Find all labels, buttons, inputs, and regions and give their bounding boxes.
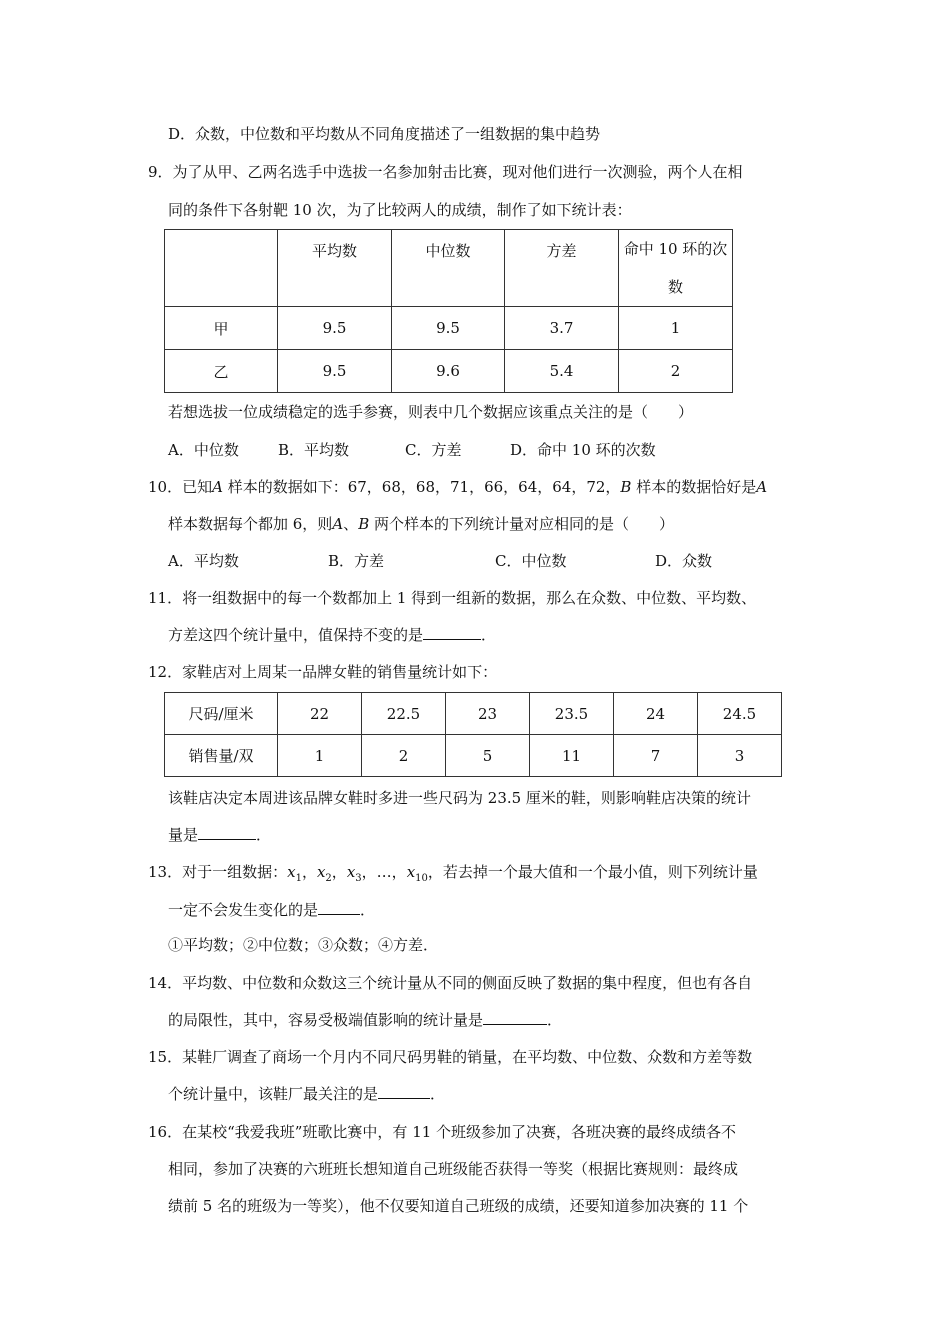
text-run: 样本的数据恰好是	[631, 478, 757, 496]
table-row	[165, 350, 733, 393]
q9-stats-table	[164, 229, 733, 393]
table-cell: 24.5	[698, 693, 782, 735]
variable-x: x	[287, 863, 296, 881]
table-cell: 9.6	[392, 350, 505, 393]
answer-blank[interactable]	[423, 625, 481, 640]
q9-option-c: C．方差	[405, 441, 462, 459]
table-header-cell: 中位数	[392, 230, 505, 307]
text-run: 量是	[168, 826, 199, 844]
q10-line-2	[168, 514, 674, 534]
table-cell: 22	[278, 693, 362, 735]
q11-line-2	[168, 625, 496, 645]
q14-line-1: 14．平均数、中位数和众数这三个统计量从不同的侧面反映了数据的集中程度，但也有各自	[148, 974, 753, 992]
table-cell: 2	[362, 735, 446, 777]
text-run: 两个样本的下列统计量对应相同的是（ ）	[369, 515, 674, 533]
table-header-cell: 平均数	[278, 230, 392, 307]
q16-line-2: 相同，参加了决赛的六班班长想知道自己班级能否获得一等奖（根据比赛规则：最终成	[168, 1160, 739, 1178]
q10-option-d: D．众数	[655, 552, 713, 570]
table-cell: 3.7	[505, 307, 619, 350]
table-cell: 甲	[165, 307, 278, 350]
q10-line-1	[148, 477, 767, 497]
text-run: ．	[256, 826, 272, 844]
q15-line-1: 15．某鞋厂调查了商场一个月内不同尺码男鞋的销量，在平均数、中位数、众数和方差等数	[148, 1048, 753, 1066]
text-run: 的局限性，其中，容易受极端值影响的统计量是	[168, 1011, 484, 1029]
variable-x: x	[346, 863, 356, 881]
variable-x: x	[406, 863, 416, 881]
q12-line-2: 该鞋店决定本周进该品牌女鞋时多进一些尺码为 23.5 厘米的鞋，则影响鞋店决策的统计	[168, 789, 751, 807]
question-number: 10．	[148, 478, 183, 496]
variable-a: A	[332, 515, 344, 533]
table-row	[165, 735, 782, 777]
text-run: 、	[343, 515, 359, 533]
table-row	[165, 693, 782, 735]
variable-a: A	[756, 478, 768, 496]
table-cell: 23.5	[530, 693, 614, 735]
table-header-cell: 方差	[505, 230, 619, 307]
table-cell: 7	[614, 735, 698, 777]
text-run: ．	[481, 626, 497, 644]
table-cell: 9.5	[278, 350, 392, 393]
table-cell: 乙	[165, 350, 278, 393]
text-run: ，	[331, 863, 347, 881]
text-run: ，	[301, 863, 317, 881]
table-header-row	[165, 230, 733, 307]
table-cell: 22.5	[362, 693, 446, 735]
answer-blank[interactable]	[318, 900, 360, 915]
q12-sales-table	[164, 692, 782, 777]
q16-line-1: 16．在某校“我爱我班”班歌比赛中，有 11 个班级参加了决赛，各班决赛的最终成绩各不	[148, 1123, 737, 1141]
subscript: 10	[415, 873, 428, 884]
table-cell: 11	[530, 735, 614, 777]
q12-line-3	[168, 825, 271, 845]
text-run: …	[376, 863, 392, 881]
q9-question: 若想选拔一位成绩稳定的选手参赛，则表中几个数据应该重点关注的是（ ）	[168, 403, 694, 421]
q9-line-1: 9．为了从甲、乙两名选手中选拔一名参加射击比赛，现对他们进行一次测验，两个人在相	[148, 163, 743, 181]
q10-option-b: B．方差	[328, 552, 385, 570]
variable-a: A	[212, 478, 223, 496]
text-run: ，	[361, 863, 377, 881]
q10-option-c: C．中位数	[495, 552, 567, 570]
variable-x: x	[316, 863, 326, 881]
table-cell: 5.4	[505, 350, 619, 393]
table-cell: 1	[278, 735, 362, 777]
table-cell: 9.5	[392, 307, 505, 350]
q16-line-3: 绩前 5 名的班级为一等奖），他不仅要知道自己班级的成绩，还要知道参加决赛的 11 个	[168, 1197, 749, 1215]
text-run: 方差这四个统计量中，值保持不变的是	[168, 626, 424, 644]
table-row-label: 尺码/厘米	[165, 693, 278, 735]
answer-blank[interactable]	[378, 1084, 430, 1099]
q13-line-1	[148, 862, 758, 889]
table-row-label: 销售量/双	[165, 735, 278, 777]
q11-line-1: 11．将一组数据中的每一个数都加上 1 得到一组新的数据，那么在众数、中位数、平均数、	[148, 589, 757, 607]
q9-option-b: B．平均数	[278, 441, 350, 459]
table-header-cell	[165, 230, 278, 307]
variable-b: B	[358, 515, 370, 533]
text-run: 样本数据每个都加 6，则	[168, 515, 333, 533]
subscript: 2	[325, 873, 332, 884]
answer-blank[interactable]	[198, 825, 256, 840]
table-cell: 1	[619, 307, 733, 350]
header-text-part: 命中 10 环的次	[623, 240, 728, 258]
q13-line-2	[168, 900, 375, 920]
text-run: ．	[547, 1011, 563, 1029]
q9-option-a: A．中位数	[168, 441, 239, 459]
text-run: 一定不会发生变化的是	[168, 901, 319, 919]
table-cell: 23	[446, 693, 530, 735]
table-cell: 24	[614, 693, 698, 735]
text-run: 个统计量中，该鞋厂最关注的是	[168, 1085, 379, 1103]
text-run: ，若去掉一个最大值和一个最小值，则下列统计量	[427, 863, 758, 881]
q9-line-2: 同的条件下各射靶 10 次，为了比较两人的成绩，制作了如下统计表：	[168, 201, 632, 219]
text-run: 样本的数据如下：67，68，68，71，66，64，64，72，	[222, 478, 621, 496]
text-run: ．	[430, 1085, 446, 1103]
text-run: ．	[360, 901, 376, 919]
answer-blank[interactable]	[483, 1010, 547, 1025]
q8-option-d: D．众数，中位数和平均数从不同角度描述了一组数据的集中趋势	[168, 125, 601, 143]
text-run: ，	[391, 863, 407, 881]
q10-option-a: A．平均数	[168, 552, 239, 570]
subscript: 1	[295, 873, 302, 884]
header-text-part: 数	[667, 278, 683, 296]
variable-b: B	[620, 478, 632, 496]
text-run: 已知	[182, 478, 213, 496]
q9-option-d: D．命中 10 环的次数	[510, 441, 656, 459]
table-cell: 5	[446, 735, 530, 777]
q14-line-2	[168, 1010, 562, 1030]
q12-line-1: 12．家鞋店对上周某一品牌女鞋的销售量统计如下：	[148, 663, 498, 681]
q13-choices: ①平均数；②中位数；③众数；④方差．	[168, 936, 439, 954]
table-cell: 2	[619, 350, 733, 393]
q15-line-2	[168, 1084, 445, 1104]
table-cell: 3	[698, 735, 782, 777]
table-cell: 9.5	[278, 307, 392, 350]
subscript: 3	[355, 873, 362, 884]
table-row	[165, 307, 733, 350]
table-header-cell	[619, 230, 733, 307]
text-run: 13．对于一组数据：	[148, 863, 288, 881]
